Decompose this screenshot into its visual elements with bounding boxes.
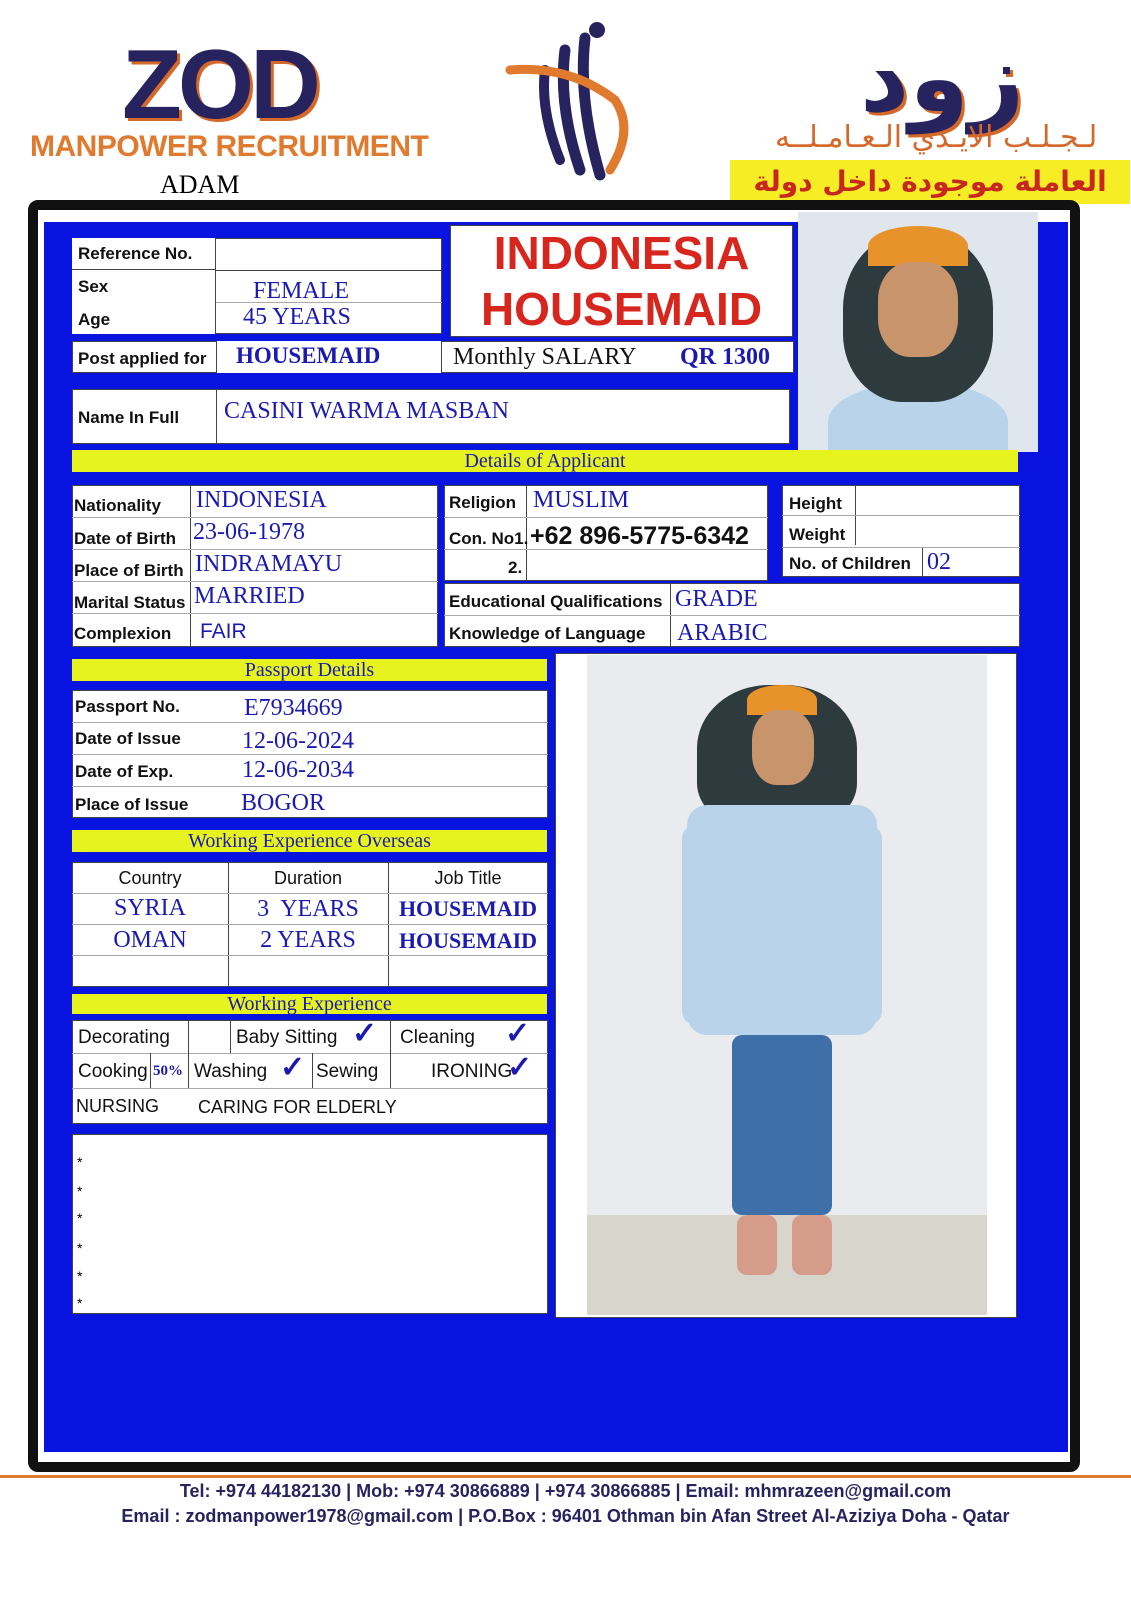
children-value: 02: [927, 549, 951, 575]
notes-box: [72, 1134, 548, 1314]
note-bullet-3: *: [77, 1210, 83, 1226]
lang-value: ARABIC: [677, 620, 768, 646]
marital-label: Marital Status: [74, 593, 186, 612]
ironing-check-icon: ✓: [507, 1051, 533, 1084]
passport-heading: Passport Details: [72, 659, 547, 681]
age-value: 45 YEARS: [243, 304, 351, 330]
overseas-heading: Working Experience Overseas: [72, 830, 547, 852]
note-bullet-4: *: [77, 1240, 83, 1256]
ref-label: Reference No.: [78, 244, 193, 263]
skill-cleaning: Cleaning: [400, 1027, 475, 1048]
age-label: Age: [78, 310, 111, 329]
con2-label: 2.: [508, 558, 523, 577]
footer-contacts: Tel: +974 44182130 | Mob: +974 30866889 | +974 30866885 | Email: mhmrazeen@gmail.com: [179, 1481, 952, 1501]
pob-value: INDRAMAYU: [195, 551, 343, 577]
post-label: Post applied for: [78, 349, 207, 368]
passport-no-value: E7934669: [244, 695, 343, 721]
post-value: HOUSEMAID: [236, 343, 381, 368]
exp2-duration: 2 YEARS: [260, 927, 356, 953]
note-bullet-1: *: [77, 1154, 83, 1170]
nationality-value: INDONESIA: [196, 487, 327, 513]
skill-decorating: Decorating: [78, 1027, 170, 1048]
col-duration: Duration: [273, 868, 343, 888]
exp-date-value: 12-06-2034: [242, 757, 354, 783]
note-bullet-2: *: [77, 1183, 83, 1199]
col-job-title: Job Title: [434, 868, 502, 888]
brand-subtitle: MANPOWER RECRUITMENT: [30, 130, 429, 163]
name-value: CASINI WARMA MASBAN: [224, 398, 509, 424]
arabic-brand: زود: [860, 22, 1025, 134]
exp2-job: HOUSEMAID: [398, 928, 538, 953]
title-line1: INDONESIA: [493, 227, 750, 279]
skill-cooking: Cooking: [78, 1061, 148, 1082]
washing-check-icon: ✓: [280, 1051, 306, 1084]
children-label: No. of Children: [789, 554, 911, 573]
exp-date-label: Date of Exp.: [75, 762, 174, 781]
exp1-duration: 3 YEARS: [257, 896, 359, 922]
skill-ironing: IRONING: [431, 1061, 513, 1082]
agent-name: ADAM: [160, 170, 240, 199]
skill-nursing: NURSING: [76, 1096, 160, 1116]
skill-sewing: Sewing: [316, 1061, 379, 1082]
baby-check-icon: ✓: [352, 1017, 378, 1050]
cleaning-check-icon: ✓: [505, 1017, 531, 1050]
skill-elderly-care: CARING FOR ELDERLY: [198, 1097, 397, 1117]
edu-value: GRADE: [675, 586, 758, 612]
dob-label: Date of Birth: [74, 529, 176, 548]
issue-place-value: BOGOR: [241, 790, 326, 816]
skills-heading: Working Experience: [72, 994, 547, 1014]
issue-date-label: Date of Issue: [75, 729, 181, 748]
issue-date-value: 12-06-2024: [242, 728, 354, 754]
edu-label: Educational Qualifications: [449, 592, 663, 611]
skill-baby-sitting: Baby Sitting: [236, 1027, 338, 1048]
title-line2: HOUSEMAID: [480, 283, 763, 335]
cooking-percent: 50%: [153, 1063, 183, 1079]
exp1-job: HOUSEMAID: [398, 896, 538, 921]
brand-logo-text: ZOD: [122, 29, 317, 139]
religion-label: Religion: [449, 493, 517, 512]
skill-washing: Washing: [194, 1061, 268, 1082]
sex-value: FEMALE: [253, 278, 349, 304]
passport-no-label: Passport No.: [75, 697, 180, 716]
footer-divider: [0, 1475, 1131, 1478]
complexion-label: Complexion: [74, 624, 172, 643]
col-country: Country: [118, 868, 182, 888]
height-label: Height: [789, 494, 842, 513]
sex-label: Sex: [78, 277, 109, 296]
footer-address: Email : zodmanpower1978@gmail.com | P.O.Box : 96401 Othman bin Afan Street Al-Aziziya Doha - Qatar: [121, 1506, 1010, 1526]
pob-label: Place of Birth: [74, 561, 184, 580]
full-body-photo: [587, 655, 987, 1315]
dob-value: 23-06-1978: [193, 519, 305, 545]
exp1-country: SYRIA: [113, 895, 186, 921]
religion-value: MUSLIM: [533, 487, 630, 513]
marital-value: MARRIED: [194, 583, 305, 609]
note-bullet-5: *: [77, 1268, 83, 1284]
arabic-banner: العاملة موجودة داخل دولة: [730, 160, 1130, 204]
con1-label: Con. No1.: [449, 529, 529, 548]
logo-icon: [500, 10, 640, 185]
note-bullet-6: *: [77, 1295, 83, 1311]
complexion-value: FAIR: [200, 620, 247, 643]
con1-value: +62 896-5775-6342: [530, 522, 749, 550]
nationality-label: Nationality: [74, 496, 161, 515]
lang-label: Knowledge of Language: [449, 624, 646, 643]
salary-value: QR 1300: [680, 344, 770, 370]
issue-place-label: Place of Issue: [75, 795, 189, 814]
headshot-photo: [798, 212, 1038, 452]
exp2-country: OMAN: [113, 927, 187, 953]
name-label: Name In Full: [78, 408, 180, 427]
arabic-tagline: لـجـلـب الايـدي الـعـامـلــه: [775, 120, 1098, 155]
details-heading: Details of Applicant: [72, 450, 1018, 472]
weight-label: Weight: [789, 525, 846, 544]
salary-label: Monthly SALARY: [453, 344, 637, 370]
